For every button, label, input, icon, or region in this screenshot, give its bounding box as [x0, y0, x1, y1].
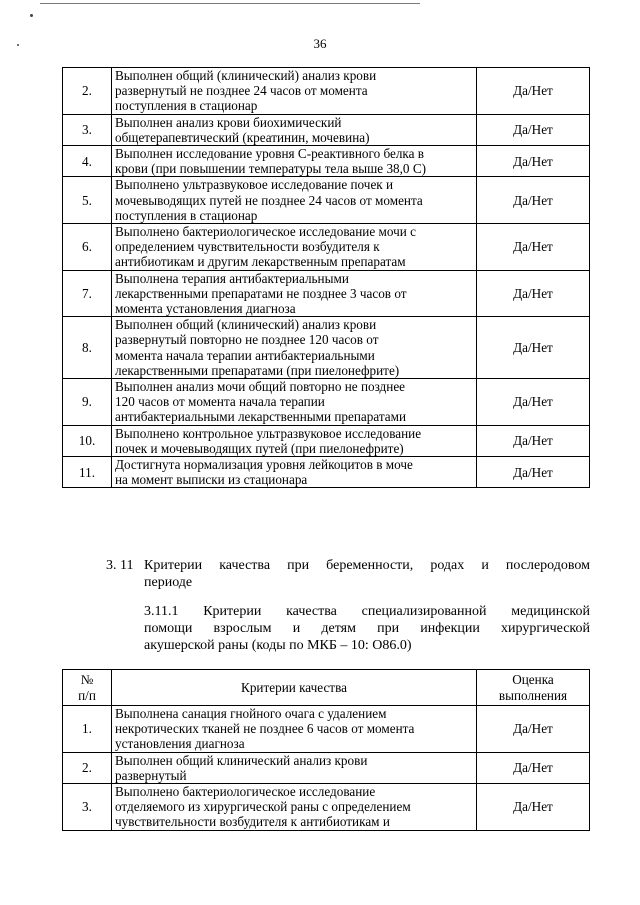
criterion-line: Выполнен общий (клинический) анализ крови [115, 317, 377, 333]
header-number [63, 670, 112, 706]
criterion-line: лекарственными препаратами не позднее 3 часов от [115, 285, 407, 301]
table-row [63, 784, 590, 831]
row-number: 8. [63, 317, 112, 379]
table-row [63, 706, 590, 753]
criterion-line: мочевыводящих путей не позднее 24 часов от момента [115, 192, 423, 208]
criterion-text [112, 784, 477, 831]
criteria-table-continued [62, 67, 590, 488]
criterion-text [112, 114, 477, 145]
table-row [63, 752, 590, 783]
header-evaluation [477, 670, 590, 706]
criterion-line: Выполнена терапия антибактериальными [115, 270, 349, 286]
evaluation-value: Да/Нет [477, 379, 590, 426]
evaluation-value: Да/Нет [477, 146, 590, 177]
criterion-text [112, 425, 477, 456]
row-number: 2. [63, 68, 112, 115]
criterion-line: Выполнен общий (клинический) анализ крови [115, 68, 377, 83]
criterion-line: развернутый [115, 767, 187, 783]
criterion-line: Выполнен анализ крови биохимический [115, 114, 342, 130]
evaluation-value: Да/Нет [477, 270, 590, 317]
criterion-line: почек и мочевыводящих путей (при пиелонефрите) [115, 440, 404, 456]
scan-edge-line [40, 3, 420, 4]
page-number: 36 [313, 36, 327, 51]
evaluation-value: Да/Нет [477, 784, 590, 831]
criterion-line: на момент выписки из стационара [115, 472, 308, 488]
subsection-line: акушерской раны (коды по МКБ – 10: О86.0) [144, 638, 412, 653]
subsection-heading [144, 603, 590, 654]
row-number: 11. [63, 457, 112, 488]
table-row [63, 425, 590, 456]
section-title-line2: периоде [144, 575, 193, 590]
evaluation-value: Да/Нет [477, 752, 590, 783]
table-row [63, 317, 590, 379]
criterion-line: момента установления диагноза [115, 301, 296, 317]
evaluation-value: Да/Нет [477, 457, 590, 488]
criterion-line: антибактериальными лекарственными препаратами [115, 409, 407, 425]
criterion-line: Выполнено ультразвуковое исследование почек и [115, 177, 394, 193]
row-number: 9. [63, 379, 112, 426]
criterion-line: антибиотикам и другим лекарственным препаратам [115, 254, 406, 270]
section-title-line1: Критерии качества при беременности, родах и послеродовом [144, 558, 590, 573]
criterion-text [112, 379, 477, 426]
criterion-line: 120 часов от момента начала терапии [115, 394, 325, 410]
table-row [63, 114, 590, 145]
criterion-line: крови (при повышении температуры тела выше 38,0 С) [115, 161, 427, 177]
table-header-row [63, 670, 590, 706]
row-number: 1. [63, 706, 112, 753]
table-row [63, 177, 590, 224]
section-number: 3. 11 [106, 558, 134, 573]
criterion-line: развернутый не позднее 24 часов от момента [115, 83, 368, 99]
criterion-line: Выполнено бактериологическое исследование [115, 784, 376, 800]
evaluation-value: Да/Нет [477, 177, 590, 224]
scan-speck [30, 14, 33, 17]
criterion-line: Выполнено бактериологическое исследование мочи с [115, 224, 416, 240]
row-number: 5. [63, 177, 112, 224]
criterion-line: момента начала терапии антибактериальными [115, 347, 375, 363]
row-number: 7. [63, 270, 112, 317]
row-number: 3. [63, 784, 112, 831]
criteria-table-wound-infection [62, 669, 590, 831]
table-row [63, 224, 590, 271]
evaluation-value: Да/Нет [477, 114, 590, 145]
row-number: 3. [63, 114, 112, 145]
table-row [63, 146, 590, 177]
criterion-text [112, 68, 477, 115]
criterion-line: некротических тканей не позднее 6 часов от момента [115, 721, 415, 737]
evaluation-value: Да/Нет [477, 425, 590, 456]
criterion-text [112, 706, 477, 753]
header-criteria: Критерии качества [112, 670, 477, 706]
header-number-line1: № [80, 672, 94, 688]
subsection-line: помощи взрослым и детям при инфекции хирургической [144, 621, 590, 636]
criterion-line: Достигнута нормализация уровня лейкоцитов в моче [115, 457, 413, 473]
table-row [63, 379, 590, 426]
criterion-line: установления диагноза [115, 736, 245, 752]
criterion-text [112, 752, 477, 783]
criterion-line: отделяемого из хирургической раны с определением [115, 799, 411, 815]
criterion-text [112, 146, 477, 177]
criterion-line: чувствительности возбудителя к антибиотикам и [115, 814, 390, 830]
evaluation-value: Да/Нет [477, 706, 590, 753]
criterion-line: Выполнено контрольное ультразвуковое исследование [115, 425, 422, 441]
header-evaluation-line1: Оценка [512, 672, 554, 688]
row-number: 10. [63, 425, 112, 456]
table-row [63, 457, 590, 488]
row-number: 4. [63, 146, 112, 177]
criterion-text [112, 457, 477, 488]
criterion-line: Выполнен общий клинический анализ крови [115, 752, 368, 768]
criterion-line: лекарственными препаратами (при пиелонефрите) [115, 362, 400, 378]
criterion-line: Выполнен исследование уровня С-реактивного белка в [115, 146, 425, 162]
criterion-line: Выполнена санация гнойного очага с удалением [115, 706, 387, 721]
row-number: 6. [63, 224, 112, 271]
evaluation-value: Да/Нет [477, 224, 590, 271]
row-number: 2. [63, 752, 112, 783]
criterion-line: общетерапевтический (креатинин, мочевина) [115, 129, 370, 145]
criterion-text [112, 177, 477, 224]
criterion-text [112, 224, 477, 271]
criterion-line: развернутый повторно не позднее 120 часов от [115, 332, 379, 348]
subsection-line: 3.11.1 Критерии качества специализированной медицинской [144, 604, 590, 619]
criterion-text [112, 270, 477, 317]
evaluation-value: Да/Нет [477, 68, 590, 115]
header-number-line2: п/п [78, 687, 96, 703]
criterion-line: определением чувствительности возбудителя к [115, 239, 380, 255]
criterion-line: поступления в стационар [115, 98, 258, 114]
evaluation-value: Да/Нет [477, 317, 590, 379]
header-evaluation-line2: выполнения [498, 687, 568, 703]
table-row [63, 270, 590, 317]
criterion-text [112, 317, 477, 379]
criterion-line: Выполнен анализ мочи общий повторно не позднее [115, 379, 406, 395]
table-row [63, 68, 590, 115]
criterion-line: поступления в стационар [115, 207, 258, 223]
